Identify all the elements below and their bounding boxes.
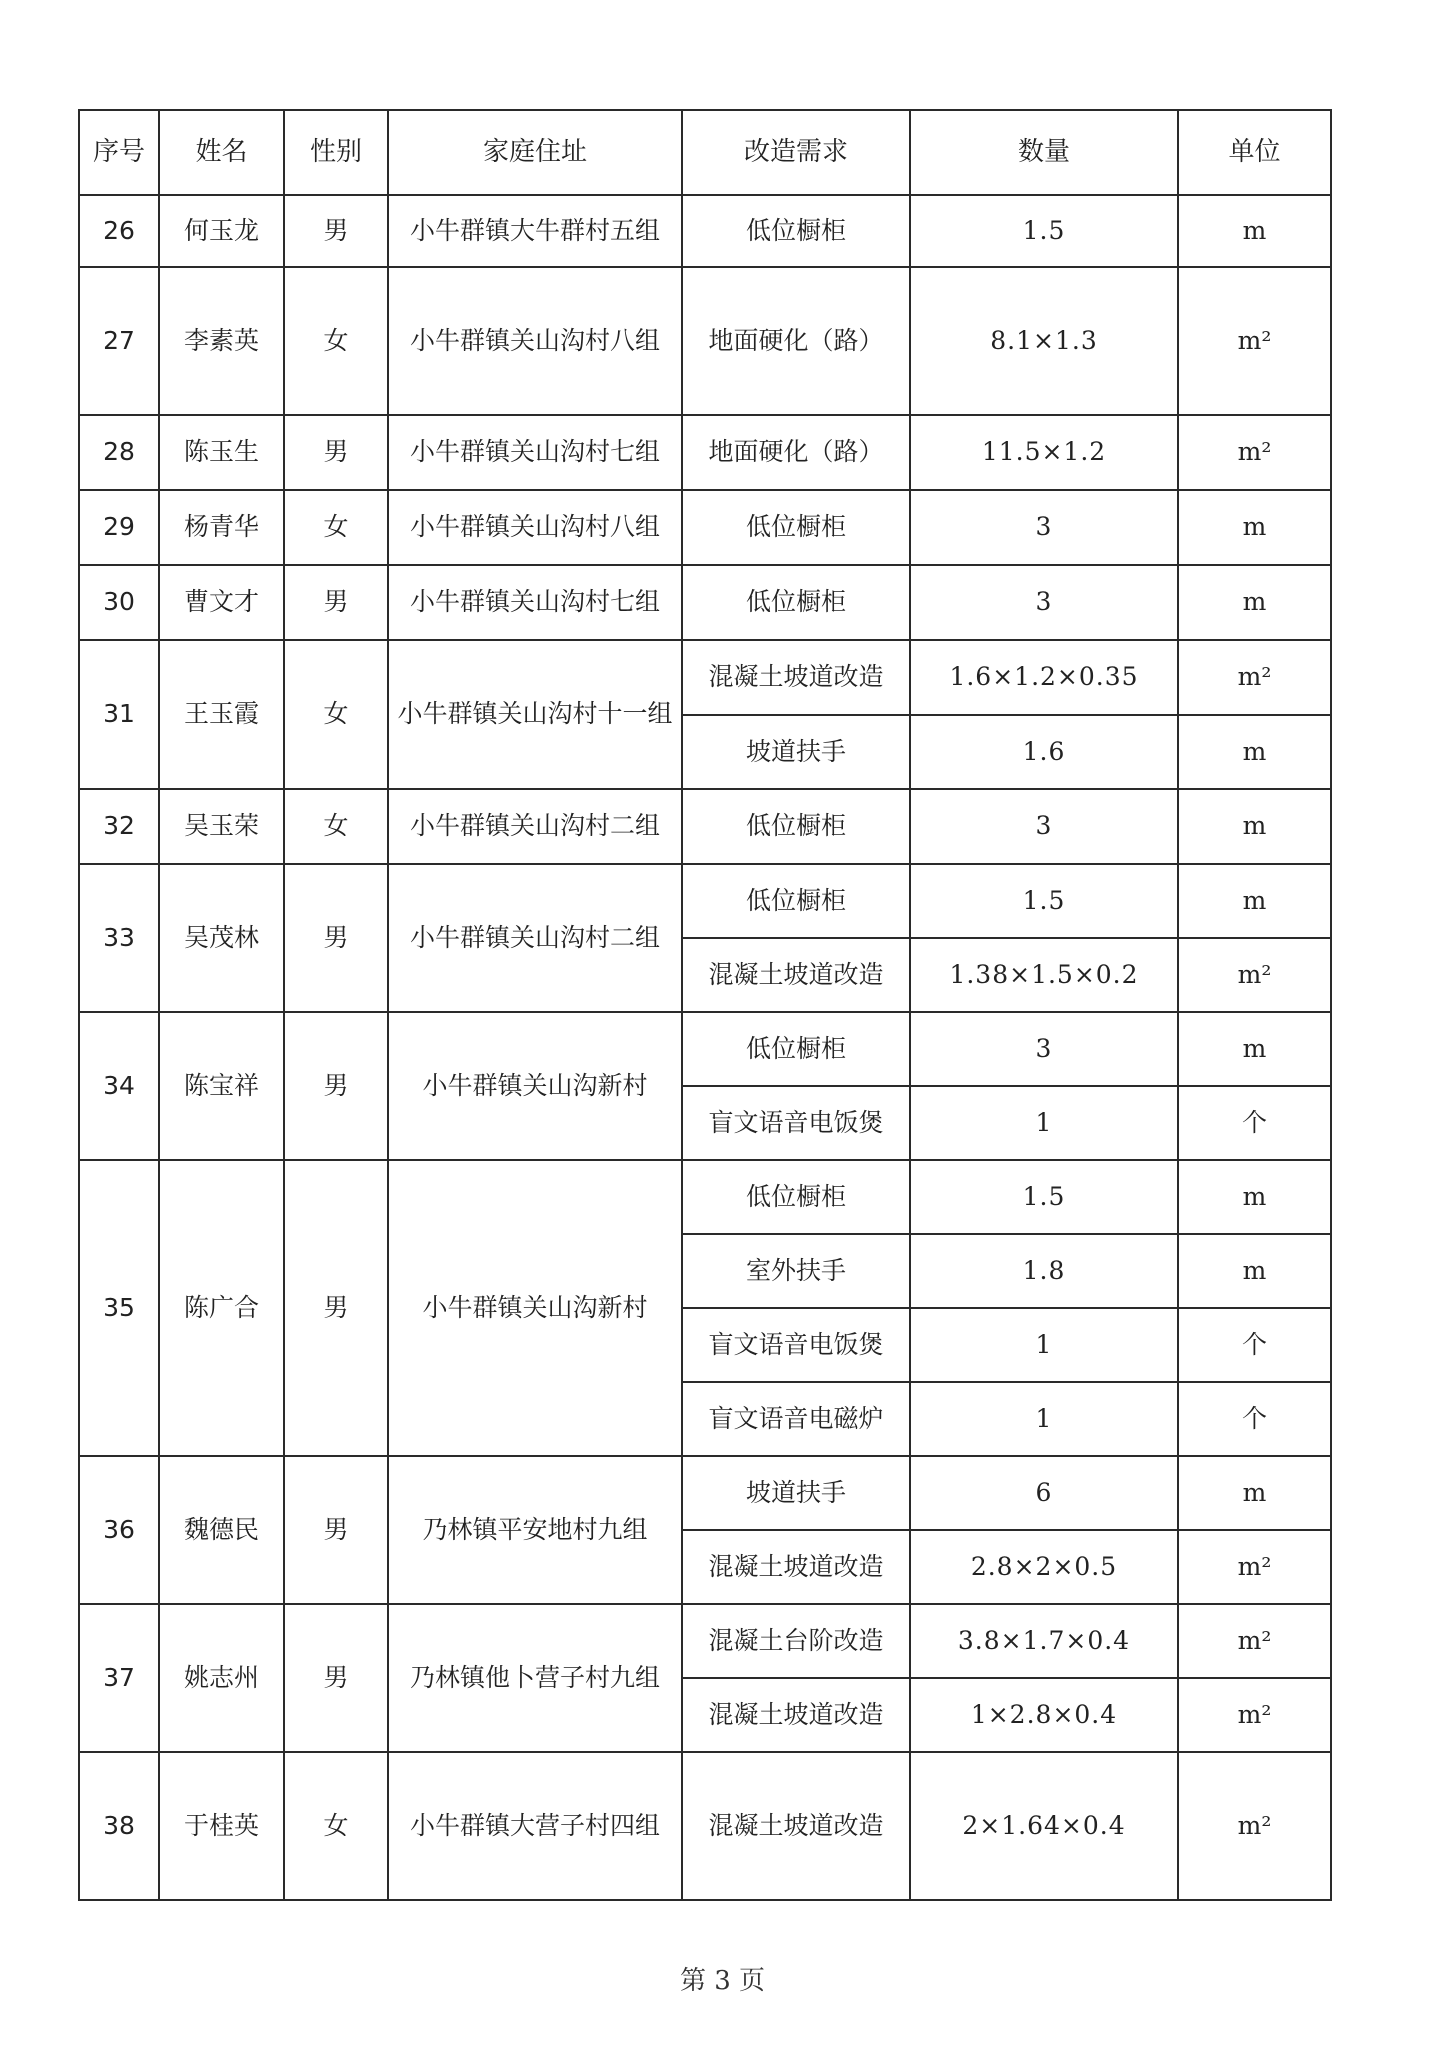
seq-cell: 38: [79, 1752, 159, 1900]
gender-cell: 男: [284, 1604, 388, 1752]
need-cell: 低位橱柜: [682, 490, 910, 565]
need-cell: 低位橱柜: [682, 565, 910, 640]
header-need: 改造需求: [682, 110, 910, 195]
name-cell: 陈玉生: [159, 415, 284, 490]
name-cell: 杨青华: [159, 490, 284, 565]
unit-cell: m: [1178, 490, 1331, 565]
table-row: [79, 789, 1331, 864]
address-cell: 小牛群镇关山沟村七组: [388, 415, 682, 490]
unit-cell: m: [1178, 1234, 1331, 1308]
table-row: [79, 267, 1331, 415]
table-row: [79, 1012, 1331, 1086]
seq-cell: 30: [79, 565, 159, 640]
name-cell: 陈广合: [159, 1160, 284, 1456]
seq-cell: 33: [79, 864, 159, 1012]
need-cell: 混凝土坡道改造: [682, 1678, 910, 1752]
header-seq: 序号: [79, 110, 159, 195]
quantity-cell: 3: [910, 789, 1178, 864]
table-row: [79, 565, 1331, 640]
header-name: 姓名: [159, 110, 284, 195]
gender-cell: 男: [284, 1456, 388, 1604]
name-cell: 魏德民: [159, 1456, 284, 1604]
beneficiary-table: [78, 109, 1332, 1901]
table-row: [79, 864, 1331, 938]
table-row: [79, 1160, 1331, 1234]
need-cell: 盲文语音电磁炉: [682, 1382, 910, 1456]
quantity-cell: 1.5: [910, 1160, 1178, 1234]
quantity-cell: 6: [910, 1456, 1178, 1530]
quantity-cell: 1×2.8×0.4: [910, 1678, 1178, 1752]
gender-cell: 男: [284, 195, 388, 267]
unit-cell: m: [1178, 715, 1331, 789]
need-cell: 低位橱柜: [682, 1012, 910, 1086]
quantity-cell: 1: [910, 1382, 1178, 1456]
seq-cell: 37: [79, 1604, 159, 1752]
address-cell: 小牛群镇关山沟村二组: [388, 864, 682, 1012]
seq-cell: 35: [79, 1160, 159, 1456]
need-cell: 低位橱柜: [682, 864, 910, 938]
address-cell: 小牛群镇关山沟村十一组: [388, 640, 682, 789]
quantity-cell: 3.8×1.7×0.4: [910, 1604, 1178, 1678]
need-cell: 地面硬化（路）: [682, 267, 910, 415]
table-row: [79, 640, 1331, 715]
unit-cell: m²: [1178, 267, 1331, 415]
unit-cell: m²: [1178, 1530, 1331, 1604]
quantity-cell: 2.8×2×0.5: [910, 1530, 1178, 1604]
seq-cell: 27: [79, 267, 159, 415]
seq-cell: 34: [79, 1012, 159, 1160]
quantity-cell: 1.6: [910, 715, 1178, 789]
table-row: [79, 1604, 1331, 1678]
gender-cell: 男: [284, 1160, 388, 1456]
table-row: [79, 1752, 1331, 1900]
unit-cell: m²: [1178, 640, 1331, 715]
quantity-cell: 1: [910, 1086, 1178, 1160]
gender-cell: 女: [284, 1752, 388, 1900]
header-unit: 单位: [1178, 110, 1331, 195]
need-cell: 混凝土坡道改造: [682, 1530, 910, 1604]
gender-cell: 女: [284, 789, 388, 864]
unit-cell: m²: [1178, 1752, 1331, 1900]
unit-cell: 个: [1178, 1308, 1331, 1382]
unit-cell: m: [1178, 195, 1331, 267]
address-cell: 小牛群镇关山沟村八组: [388, 267, 682, 415]
need-cell: 盲文语音电饭煲: [682, 1086, 910, 1160]
name-cell: 于桂英: [159, 1752, 284, 1900]
unit-cell: m²: [1178, 415, 1331, 490]
unit-cell: 个: [1178, 1382, 1331, 1456]
seq-cell: 32: [79, 789, 159, 864]
quantity-cell: 11.5×1.2: [910, 415, 1178, 490]
gender-cell: 男: [284, 415, 388, 490]
gender-cell: 女: [284, 267, 388, 415]
need-cell: 低位橱柜: [682, 195, 910, 267]
table-row: [79, 1456, 1331, 1530]
need-cell: 混凝土坡道改造: [682, 640, 910, 715]
gender-cell: 男: [284, 1012, 388, 1160]
address-cell: 小牛群镇大营子村四组: [388, 1752, 682, 1900]
gender-cell: 女: [284, 640, 388, 789]
need-cell: 坡道扶手: [682, 1456, 910, 1530]
page-number: 第 3 页: [679, 1966, 766, 1996]
seq-cell: 26: [79, 195, 159, 267]
gender-cell: 女: [284, 490, 388, 565]
address-cell: 小牛群镇大牛群村五组: [388, 195, 682, 267]
need-cell: 混凝土坡道改造: [682, 1752, 910, 1900]
unit-cell: m: [1178, 565, 1331, 640]
quantity-cell: 3: [910, 490, 1178, 565]
seq-cell: 29: [79, 490, 159, 565]
quantity-cell: 1.38×1.5×0.2: [910, 938, 1178, 1012]
address-cell: 小牛群镇关山沟村二组: [388, 789, 682, 864]
address-cell: 小牛群镇关山沟村八组: [388, 490, 682, 565]
quantity-cell: 1.6×1.2×0.35: [910, 640, 1178, 715]
unit-cell: m²: [1178, 938, 1331, 1012]
address-cell: 小牛群镇关山沟新村: [388, 1012, 682, 1160]
name-cell: 王玉霞: [159, 640, 284, 789]
unit-cell: m: [1178, 1456, 1331, 1530]
name-cell: 姚志州: [159, 1604, 284, 1752]
header-quantity: 数量: [910, 110, 1178, 195]
need-cell: 室外扶手: [682, 1234, 910, 1308]
address-cell: 小牛群镇关山沟新村: [388, 1160, 682, 1456]
need-cell: 低位橱柜: [682, 1160, 910, 1234]
address-cell: 乃林镇他卜营子村九组: [388, 1604, 682, 1752]
quantity-cell: 1: [910, 1308, 1178, 1382]
unit-cell: 个: [1178, 1086, 1331, 1160]
name-cell: 何玉龙: [159, 195, 284, 267]
table-row: [79, 415, 1331, 490]
header-gender: 性别: [284, 110, 388, 195]
need-cell: 盲文语音电饭煲: [682, 1308, 910, 1382]
quantity-cell: 1.5: [910, 864, 1178, 938]
quantity-cell: 8.1×1.3: [910, 267, 1178, 415]
name-cell: 曹文才: [159, 565, 284, 640]
quantity-cell: 1.5: [910, 195, 1178, 267]
need-cell: 地面硬化（路）: [682, 415, 910, 490]
gender-cell: 男: [284, 864, 388, 1012]
seq-cell: 36: [79, 1456, 159, 1604]
table-row: [79, 490, 1331, 565]
name-cell: 吴玉荣: [159, 789, 284, 864]
name-cell: 李素英: [159, 267, 284, 415]
table-header-row: [79, 110, 1331, 195]
unit-cell: m: [1178, 789, 1331, 864]
need-cell: 低位橱柜: [682, 789, 910, 864]
quantity-cell: 1.8: [910, 1234, 1178, 1308]
quantity-cell: 2×1.64×0.4: [910, 1752, 1178, 1900]
seq-cell: 31: [79, 640, 159, 789]
seq-cell: 28: [79, 415, 159, 490]
need-cell: 混凝土台阶改造: [682, 1604, 910, 1678]
unit-cell: m: [1178, 1012, 1331, 1086]
unit-cell: m: [1178, 1160, 1331, 1234]
need-cell: 混凝土坡道改造: [682, 938, 910, 1012]
name-cell: 陈宝祥: [159, 1012, 284, 1160]
address-cell: 乃林镇平安地村九组: [388, 1456, 682, 1604]
unit-cell: m²: [1178, 1604, 1331, 1678]
header-address: 家庭住址: [388, 110, 682, 195]
gender-cell: 男: [284, 565, 388, 640]
quantity-cell: 3: [910, 1012, 1178, 1086]
unit-cell: m: [1178, 864, 1331, 938]
need-cell: 坡道扶手: [682, 715, 910, 789]
address-cell: 小牛群镇关山沟村七组: [388, 565, 682, 640]
name-cell: 吴茂林: [159, 864, 284, 1012]
table-row: [79, 195, 1331, 267]
unit-cell: m²: [1178, 1678, 1331, 1752]
quantity-cell: 3: [910, 565, 1178, 640]
